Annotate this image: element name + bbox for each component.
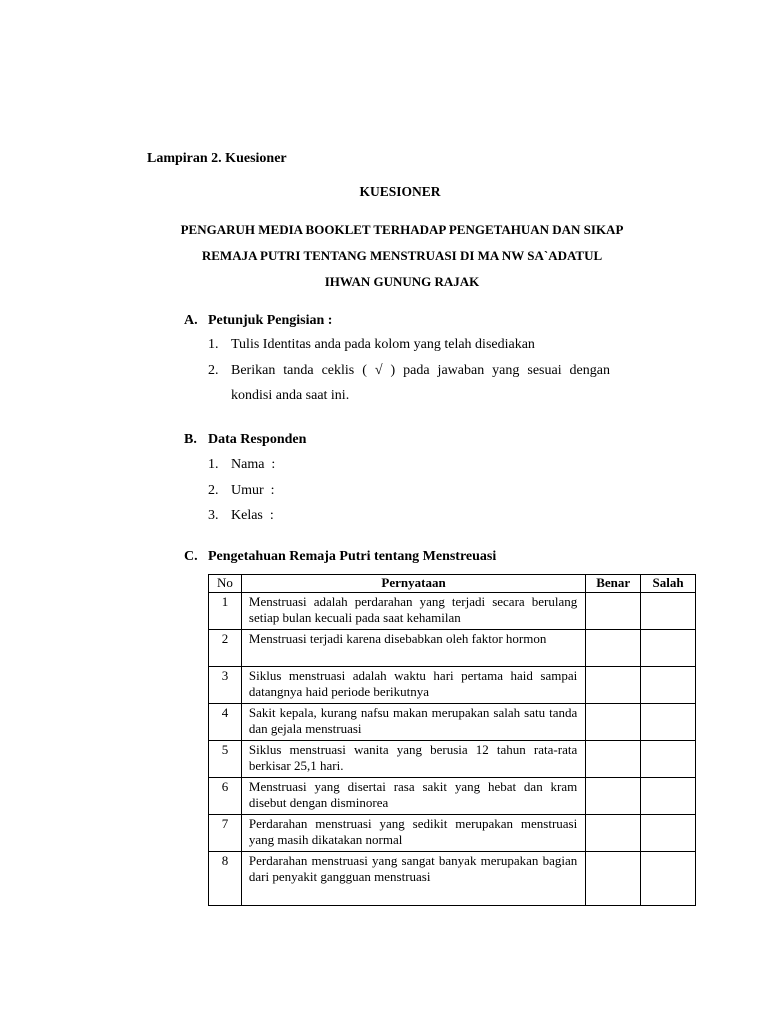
answer-cell-false[interactable] bbox=[641, 704, 696, 741]
answer-cell-true[interactable] bbox=[586, 778, 641, 815]
row-number: 7 bbox=[209, 815, 242, 852]
field-label: Nama : bbox=[231, 457, 276, 472]
table-row bbox=[209, 704, 696, 741]
answer-cell-false[interactable] bbox=[641, 630, 696, 667]
section-letter: B. bbox=[184, 432, 197, 447]
instruction-item bbox=[208, 363, 610, 379]
table-row bbox=[209, 852, 696, 906]
table-row bbox=[209, 778, 696, 815]
row-statement: Menstruasi yang disertai rasa sakit yang hebat dan kram disebut dengan disminorea bbox=[241, 778, 585, 815]
answer-cell-true[interactable] bbox=[586, 704, 641, 741]
answer-cell-false[interactable] bbox=[641, 741, 696, 778]
section-c-heading bbox=[184, 549, 496, 565]
table-row bbox=[209, 667, 696, 704]
answer-cell-false[interactable] bbox=[641, 815, 696, 852]
answer-cell-true[interactable] bbox=[586, 667, 641, 704]
item-number: 1. bbox=[208, 337, 219, 352]
answer-cell-true[interactable] bbox=[586, 741, 641, 778]
item-text: Tulis Identitas anda pada kolom yang telah disediakan bbox=[231, 337, 535, 352]
answer-cell-true[interactable] bbox=[586, 593, 641, 630]
row-number: 2 bbox=[209, 630, 242, 667]
row-statement: Siklus menstruasi wanita yang berusia 12 tahun rata-rata berkisar 25,1 hari. bbox=[241, 741, 585, 778]
row-statement: Menstruasi terjadi karena disebabkan oleh faktor hormon bbox=[241, 630, 585, 667]
table-row bbox=[209, 815, 696, 852]
respondent-field-age bbox=[208, 483, 275, 499]
subtitle-line: IHWAN GUNUNG RAJAK bbox=[324, 274, 480, 289]
section-letter: C. bbox=[184, 549, 198, 564]
header-false: Salah bbox=[641, 575, 696, 593]
table-row bbox=[209, 630, 696, 667]
row-statement: Siklus menstruasi adalah waktu hari pertama haid sampai datangnya haid periode berikutnya bbox=[241, 667, 585, 704]
header-statement: Pernyataan bbox=[241, 575, 585, 593]
answer-cell-true[interactable] bbox=[586, 852, 641, 906]
row-statement: Sakit kepala, kurang nafsu makan merupakan salah satu tanda dan gejala menstruasi bbox=[241, 704, 585, 741]
table-header-row bbox=[209, 575, 696, 593]
section-title: Petunjuk Pengisian : bbox=[208, 313, 333, 328]
row-number: 3 bbox=[209, 667, 242, 704]
subtitle-line: REMAJA PUTRI TENTANG MENSTRUASI DI MA NW SA`ADATUL bbox=[201, 248, 603, 263]
document-subtitle bbox=[120, 217, 684, 295]
header-true: Benar bbox=[586, 575, 641, 593]
instruction-item bbox=[208, 337, 535, 353]
row-number: 8 bbox=[209, 852, 242, 906]
section-b-heading bbox=[184, 432, 306, 448]
section-title: Data Responden bbox=[208, 432, 307, 447]
item-number: 2. bbox=[208, 483, 219, 498]
item-number: 1. bbox=[208, 457, 219, 472]
item-number: 3. bbox=[208, 508, 219, 523]
table-row bbox=[209, 741, 696, 778]
answer-cell-true[interactable] bbox=[586, 815, 641, 852]
answer-cell-true[interactable] bbox=[586, 630, 641, 667]
document-title: KUESIONER bbox=[359, 184, 441, 199]
respondent-field-name bbox=[208, 457, 275, 473]
section-letter: A. bbox=[184, 313, 198, 328]
row-number: 4 bbox=[209, 704, 242, 741]
field-label: Umur : bbox=[231, 483, 275, 498]
item-number: 2. bbox=[208, 363, 219, 378]
section-a-heading bbox=[184, 313, 332, 329]
subtitle-line: PENGARUH MEDIA BOOKLET TERHADAP PENGETAHUAN DAN SIKAP bbox=[180, 222, 624, 237]
row-statement: Perdarahan menstruasi yang sangat banyak merupakan bagian dari penyakit gangguan menstruasi bbox=[241, 852, 585, 906]
row-number: 5 bbox=[209, 741, 242, 778]
table-row bbox=[209, 593, 696, 630]
respondent-field-class bbox=[208, 508, 274, 524]
instruction-item-continuation: kondisi anda saat ini. bbox=[231, 388, 350, 403]
answer-cell-false[interactable] bbox=[641, 852, 696, 906]
row-statement: Perdarahan menstruasi yang sedikit merupakan menstruasi yang masih dikatakan normal bbox=[241, 815, 585, 852]
row-number: 6 bbox=[209, 778, 242, 815]
section-title: Pengetahuan Remaja Putri tentang Menstreuasi bbox=[208, 549, 497, 564]
header-no: No bbox=[209, 575, 242, 593]
appendix-label: Lampiran 2. Kuesioner bbox=[147, 151, 287, 166]
answer-cell-false[interactable] bbox=[641, 778, 696, 815]
answer-cell-false[interactable] bbox=[641, 667, 696, 704]
row-statement: Menstruasi adalah perdarahan yang terjadi secara berulang setiap bulan kecuali pada saat kehamilan bbox=[241, 593, 585, 630]
item-text: Berikan tanda ceklis ( √ ) pada jawaban yang sesuai dengan bbox=[231, 363, 610, 378]
knowledge-table bbox=[208, 574, 696, 906]
answer-cell-false[interactable] bbox=[641, 593, 696, 630]
row-number: 1 bbox=[209, 593, 242, 630]
field-label: Kelas : bbox=[231, 508, 274, 523]
